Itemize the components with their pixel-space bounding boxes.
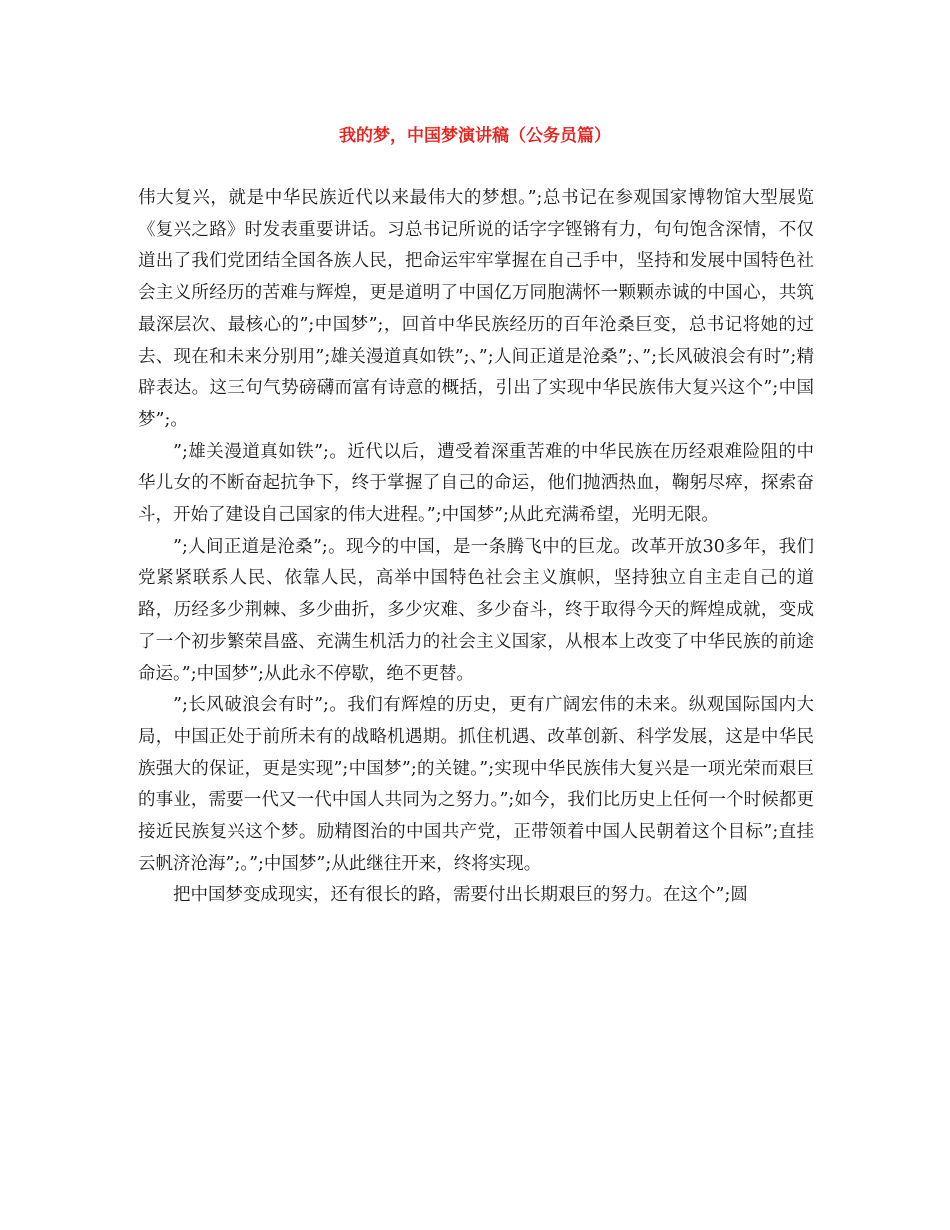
document-title: 我的梦，中国梦演讲稿（公务员篇）	[339, 126, 611, 146]
paragraph-3: ”;人间正道是沧桑”;。现今的中国，是一条腾飞中的巨龙。改革开放30多年，我们党紧紧联系人民、依靠人民，高举中国特色社会主义旗帜，坚持独立自主走自己的道路，历经多少荆棘、多少曲折，多少灾难、多少奋斗，终于取得今天的辉煌成就，变成了一个初步繁荣昌盛、充满生机活力的社会主义国家，从根本上改变了中华民族的前途命运。”;中国梦”;从此永不停歇，绝不更替。	[138, 536, 814, 684]
paragraph-4: ”;长风破浪会有时”;。我们有辉煌的历史，更有广阔宏伟的未来。纵观国际国内大局，中国正处于前所未有的战略机遇期。抓住机遇、改革创新、科学发展，这是中华民族强大的保证，更是实现”;中国梦”;的关键。”;实现中华民族伟大复兴是一项光荣而艰巨的事业，需要一代又一代中国人共同为之努力。”;如今，我们比历史上任何一个时候都更接近民族复兴这个梦。励精图治的中国共产党，正带领着中国人民朝着这个目标”;直挂云帆济沧海”;。”;中国梦”;从此继往开来，终将实现。	[138, 695, 814, 874]
paragraph-1: 伟大复兴，就是中华民族近代以来最伟大的梦想。”;总书记在参观国家博物馆大型展览《复兴之路》时发表重要讲话。习总书记所说的话字字铿锵有力，句句饱含深情，不仅道出了我们党团结全国各族人民，把命运牢牢掌握在自己手中，坚持和发展中国特色社会主义所经历的苦难与辉煌，更是道明了中国亿万同胞满怀一颗颗赤诚的中国心，共筑最深层次、最核心的”;中国梦”;，回首中华民族经历的百年沧桑巨变，总书记将她的过去、现在和未来分别用”;雄关漫道真如铁”;、”;人间正道是沧桑”;、”;长风破浪会有时”;精辟表达。这三句气势磅礴而富有诗意的概括，引出了实现中华民族伟大复兴这个”;中国梦”;。	[138, 188, 814, 430]
paragraph-2: ”;雄关漫道真如铁”;。近代以后，遭受着深重苦难的中华民族在历经艰难险阻的中华儿女的不断奋起抗争下，终于掌握了自己的命运，他们抛洒热血，鞠躬尽瘁，探索奋斗，开始了建设自己国家的伟大进程。”;中国梦”;从此充满希望，光明无限。	[138, 441, 814, 526]
document-body	[138, 183, 814, 912]
paragraph-5: 把中国梦变成现实，还有很长的路，需要付出长期艰巨的努力。在这个”;圆	[173, 885, 748, 906]
